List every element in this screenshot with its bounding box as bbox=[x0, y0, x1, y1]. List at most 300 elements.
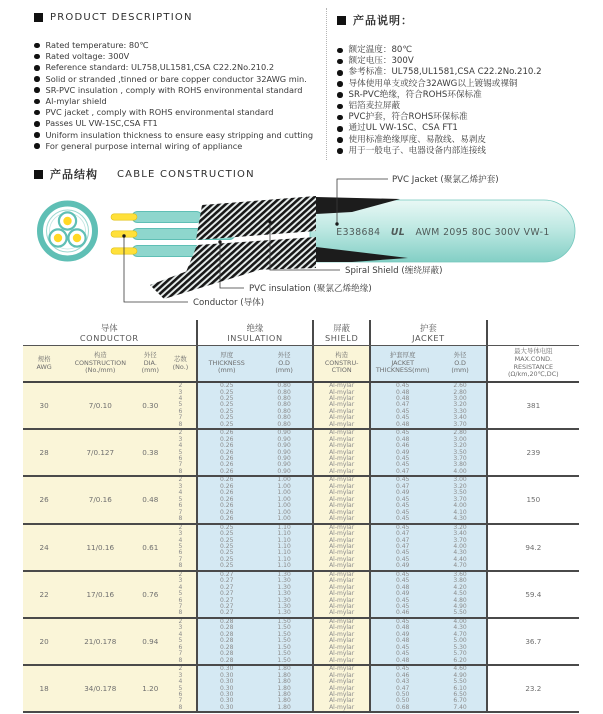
col-shield-construction-line: CONSTRU- bbox=[324, 358, 359, 367]
cell-jacket-od bbox=[434, 572, 485, 617]
cell-shield-value: Al-mylar bbox=[329, 515, 355, 523]
cell-cores-value: 8 bbox=[178, 703, 183, 711]
cell-shield-value: Al-mylar bbox=[329, 656, 355, 664]
cell-ins-thickness-value: 0.28 bbox=[220, 656, 234, 664]
cell-ins-od-value: 0.80 bbox=[277, 420, 291, 428]
cell-shield-value: Al-mylar bbox=[329, 703, 355, 711]
cell-ins-od-value: 1.10 bbox=[277, 555, 291, 563]
cell-cores-value: 4 bbox=[178, 536, 183, 544]
spec-cell bbox=[314, 477, 371, 522]
cell-jacket-od-value: 7.40 bbox=[453, 703, 467, 711]
cell-jacket-od-value: 5.50 bbox=[453, 678, 467, 686]
product-notes-item bbox=[337, 135, 595, 146]
cell-ins-od bbox=[256, 477, 312, 522]
spec-cell bbox=[488, 619, 579, 664]
cell-jacket-od-value: 5.70 bbox=[453, 650, 467, 658]
cell-ins-od-value: 1.30 bbox=[277, 583, 291, 591]
cell-awg: 26 bbox=[39, 495, 49, 505]
cell-shield bbox=[314, 477, 369, 522]
cell-jacket-od-value: 3.20 bbox=[453, 482, 467, 490]
cell-ins-od bbox=[256, 619, 312, 664]
cell-cores bbox=[165, 666, 195, 711]
cell-ins-od-value: 0.90 bbox=[277, 442, 291, 450]
col-max-resistance-line: RESISTANCE bbox=[513, 362, 554, 371]
cell-shield-value: Al-mylar bbox=[329, 383, 355, 390]
cell-jacket-od-value: 3.00 bbox=[453, 435, 467, 443]
cell-jacket-od-value: 4.30 bbox=[453, 515, 467, 523]
product-notes-item-text: 铝箔麦拉屏蔽 bbox=[348, 101, 401, 112]
spec-cell bbox=[434, 619, 487, 664]
cell-cores-value: 6 bbox=[178, 596, 183, 604]
cell-jacket-thickness-value: 0.48 bbox=[396, 394, 410, 402]
cell-ins-thickness-value: 0.25 bbox=[220, 530, 234, 538]
spec-cell bbox=[488, 525, 579, 570]
cell-ins-thickness-value: 0.27 bbox=[220, 596, 234, 604]
label-spiral-shield: Spiral Shield (缠绕屏蔽) bbox=[345, 266, 443, 276]
cell-jacket-thickness-value: 0.45 bbox=[396, 407, 410, 415]
cell-construction: 11/0.16 bbox=[86, 542, 115, 552]
cell-ins-od bbox=[256, 525, 312, 570]
group-header-shield-cn: 屏蔽 bbox=[333, 322, 351, 333]
cell-dia: 0.48 bbox=[142, 495, 159, 505]
cell-jacket-od-value: 4.30 bbox=[453, 624, 467, 632]
cell-jacket-thickness-value: 0.50 bbox=[396, 690, 410, 698]
cell-jacket-od-value: 3.80 bbox=[453, 461, 467, 469]
cell-cores-value: 5 bbox=[178, 637, 183, 645]
product-description-item bbox=[34, 107, 320, 118]
cell-cores-value: 3 bbox=[178, 435, 183, 443]
cell-ins-od-value: 0.80 bbox=[277, 388, 291, 396]
cell-cores-value: 7 bbox=[178, 697, 183, 705]
cell-ins-od-value: 1.80 bbox=[277, 690, 291, 698]
cell-ins-thickness-value: 0.26 bbox=[220, 467, 234, 475]
cell-ins-od-value: 0.90 bbox=[277, 448, 291, 456]
cell-jacket-od-value: 5.30 bbox=[453, 643, 467, 651]
cell-cores-value: 8 bbox=[178, 562, 183, 570]
cell-jacket-thickness-value: 0.49 bbox=[396, 590, 410, 598]
col-jacket-od bbox=[434, 346, 487, 381]
group-header-jacket-cn: 护套 bbox=[420, 322, 437, 333]
cell-ins-thickness-value: 0.26 bbox=[220, 442, 234, 450]
spec-cell bbox=[434, 477, 487, 522]
cell-jacket-thickness bbox=[371, 477, 434, 522]
cell-jacket-thickness-value: 0.47 bbox=[396, 530, 410, 538]
cell-ins-od-value: 0.90 bbox=[277, 430, 291, 437]
cell-jacket-od-value: 3.00 bbox=[453, 394, 467, 402]
product-description-item bbox=[34, 51, 320, 62]
bullet-icon bbox=[337, 92, 343, 98]
spec-cell bbox=[256, 383, 314, 428]
cell-jacket-od bbox=[434, 666, 485, 711]
bullet-icon bbox=[337, 104, 343, 110]
cell-shield-value: Al-mylar bbox=[329, 482, 355, 490]
product-notes-title-text: 产品说明： bbox=[353, 14, 413, 27]
cell-shield-value: Al-mylar bbox=[329, 618, 355, 625]
cell-cores-value: 4 bbox=[178, 442, 183, 450]
group-header-jacket bbox=[371, 320, 488, 345]
cell-ins-od-value: 0.80 bbox=[277, 414, 291, 422]
product-notes-item-text: PVC护套，符合ROHS环保标准 bbox=[348, 112, 468, 123]
cell-shield-value: Al-mylar bbox=[329, 690, 355, 698]
cell-ins-thickness-value: 0.28 bbox=[220, 630, 234, 638]
product-notes-item-text: 参考标准：UL758,UL1581,CSA C22.2No.210.2 bbox=[348, 67, 542, 78]
cell-ins-thickness-value: 0.26 bbox=[220, 502, 234, 510]
cell-shield bbox=[314, 525, 369, 570]
spec-cell bbox=[198, 666, 256, 711]
col-max-resistance-line: 最大导体电阻 bbox=[514, 347, 553, 356]
cell-shield-value: Al-mylar bbox=[329, 671, 355, 679]
cell-ins-thickness-value: 0.28 bbox=[220, 624, 234, 632]
cell-cores bbox=[165, 477, 195, 522]
cell-ins-thickness-value: 0.25 bbox=[220, 394, 234, 402]
cell-jacket-thickness-value: 0.45 bbox=[396, 549, 410, 557]
cell-cores-value: 6 bbox=[178, 407, 183, 415]
spec-cell bbox=[256, 430, 314, 475]
cell-resistance: 150 bbox=[526, 495, 541, 505]
cell-ins-thickness-value: 0.25 bbox=[220, 414, 234, 422]
cell-cores-value: 8 bbox=[178, 656, 183, 664]
spec-cell bbox=[314, 619, 371, 664]
cell-ins-thickness-value: 0.26 bbox=[220, 461, 234, 469]
cell-dia: 0.94 bbox=[142, 637, 159, 647]
cell-ins-od-value: 1.30 bbox=[277, 609, 291, 617]
spec-cell bbox=[135, 525, 165, 570]
cell-cores-value: 8 bbox=[178, 515, 183, 523]
col-shield-construction bbox=[314, 346, 371, 381]
spec-cell bbox=[23, 383, 65, 428]
cell-cores-value: 3 bbox=[178, 624, 183, 632]
cell-ins-od-value: 1.00 bbox=[277, 495, 291, 503]
cell-jacket-od-value: 4.60 bbox=[453, 666, 467, 673]
cell-ins-thickness-value: 0.25 bbox=[220, 401, 234, 409]
spec-cell bbox=[371, 619, 434, 664]
product-notes-item-text: 额定温度：80℃ bbox=[348, 45, 413, 55]
product-notes-item bbox=[337, 56, 595, 67]
product-notes-item-text: SR-PVC绝缘，符合ROHS环保标准 bbox=[348, 89, 482, 100]
cell-shield-value: Al-mylar bbox=[329, 508, 355, 516]
cell-ins-thickness-value: 0.27 bbox=[220, 583, 234, 591]
cell-jacket-od-value: 4.30 bbox=[453, 549, 467, 557]
cell-cores-value: 2 bbox=[178, 430, 183, 437]
cell-shield-value: Al-mylar bbox=[329, 637, 355, 645]
cell-shield-value: Al-mylar bbox=[329, 643, 355, 651]
cell-ins-od-value: 1.50 bbox=[277, 630, 291, 638]
spec-cell bbox=[165, 572, 197, 617]
cell-jacket-od-value: 6.10 bbox=[453, 684, 467, 692]
product-notes-list bbox=[337, 45, 595, 157]
product-description-item bbox=[34, 118, 320, 129]
spec-cell bbox=[256, 525, 314, 570]
cell-dia: 0.61 bbox=[142, 542, 159, 552]
cell-resistance: 36.7 bbox=[525, 637, 542, 647]
cell-shield-value: Al-mylar bbox=[329, 684, 355, 692]
product-description-list bbox=[34, 40, 320, 152]
cell-ins-thickness-value: 0.26 bbox=[220, 430, 234, 437]
col-ins-thickness-line: THICKNESS bbox=[208, 358, 245, 367]
cell-jacket-thickness-value: 0.45 bbox=[396, 477, 410, 484]
cell-ins-thickness-value: 0.27 bbox=[220, 609, 234, 617]
cell-cores-value: 6 bbox=[178, 643, 183, 651]
spec-cell bbox=[434, 525, 487, 570]
cell-jacket-thickness-value: 0.47 bbox=[396, 684, 410, 692]
group-header-shield-en: SHIELD bbox=[324, 332, 359, 343]
bullet-icon bbox=[34, 65, 40, 71]
cell-jacket-od-value: 3.70 bbox=[453, 455, 467, 462]
cell-cores-value: 6 bbox=[178, 502, 183, 510]
cell-dia: 0.30 bbox=[142, 401, 159, 411]
cell-jacket-thickness bbox=[371, 619, 434, 664]
col-max-resistance bbox=[488, 346, 579, 381]
cell-ins-thickness bbox=[198, 572, 256, 617]
table-column-header-row bbox=[23, 346, 579, 383]
cell-cores-value: 2 bbox=[178, 477, 183, 484]
cell-ins-od-value: 1.30 bbox=[277, 596, 291, 604]
product-description-item-text: Reference standard: UL758,UL1581,CSA C22.2No.210.2 bbox=[45, 62, 275, 73]
spec-cell bbox=[434, 383, 487, 428]
cell-jacket-od-value: 3.20 bbox=[453, 524, 467, 531]
awg-row-26 bbox=[23, 477, 579, 524]
spec-cell bbox=[314, 383, 371, 428]
cell-ins-thickness bbox=[198, 430, 256, 475]
cell-jacket-od-value: 6.50 bbox=[453, 690, 467, 698]
col-ins-od-line: O.D bbox=[278, 358, 290, 367]
col-shield-construction-line: 构造 bbox=[335, 351, 349, 360]
cell-shield-value: Al-mylar bbox=[329, 630, 355, 638]
product-notes-item bbox=[337, 146, 595, 157]
cell-cores-value: 7 bbox=[178, 461, 183, 469]
cell-construction: 7/0.10 bbox=[88, 401, 112, 411]
col-jacket-od-line: (mm) bbox=[451, 366, 469, 375]
spec-cell bbox=[165, 619, 197, 664]
product-description-item bbox=[34, 130, 320, 141]
cell-shield-value: Al-mylar bbox=[329, 420, 355, 428]
cell-ins-od-value: 1.00 bbox=[277, 502, 291, 510]
cell-awg: 30 bbox=[39, 401, 49, 411]
cell-ins-thickness-value: 0.26 bbox=[220, 482, 234, 490]
cell-ins-thickness-value: 0.30 bbox=[220, 671, 234, 679]
cell-cores-value: 5 bbox=[178, 684, 183, 692]
col-construction-line: 构造 bbox=[93, 351, 107, 360]
spec-cell bbox=[135, 666, 165, 711]
bullet-icon bbox=[337, 81, 343, 87]
cell-cores-value: 2 bbox=[178, 383, 183, 390]
col-max-resistance-line: (Ω/km,20℃,DC) bbox=[507, 370, 559, 379]
group-header-insulation-cn: 绝缘 bbox=[246, 322, 264, 333]
cell-cores-value: 7 bbox=[178, 650, 183, 658]
cell-ins-od-value: 1.50 bbox=[277, 650, 291, 658]
product-notes-item-text: 用于一般电子、电器设备内部连接线 bbox=[348, 145, 487, 156]
cell-ins-od-value: 1.00 bbox=[277, 482, 291, 490]
spec-cell bbox=[135, 619, 165, 664]
cell-dia: 0.38 bbox=[142, 448, 159, 458]
cell-jacket-thickness-value: 0.45 bbox=[396, 643, 410, 651]
cell-ins-thickness-value: 0.30 bbox=[220, 690, 234, 698]
cell-jacket-od-value: 2.60 bbox=[453, 383, 467, 390]
cell-jacket-thickness bbox=[371, 525, 434, 570]
product-description-item-text: Uniform insulation thickness to ensure easy stripping and cutting bbox=[45, 129, 314, 140]
spec-cell bbox=[65, 619, 135, 664]
cell-jacket-thickness-value: 0.48 bbox=[396, 420, 410, 428]
cell-shield-value: Al-mylar bbox=[329, 542, 355, 550]
cell-jacket-od-value: 3.20 bbox=[453, 401, 467, 409]
cell-jacket-thickness-value: 0.45 bbox=[396, 577, 410, 585]
spec-cell bbox=[165, 666, 197, 711]
cell-shield-value: Al-mylar bbox=[329, 461, 355, 469]
cell-ins-od-value: 0.80 bbox=[277, 383, 291, 390]
cell-cores-value: 6 bbox=[178, 690, 183, 698]
cell-jacket-od-value: 4.90 bbox=[453, 671, 467, 679]
cell-ins-od-value: 0.80 bbox=[277, 394, 291, 402]
cell-awg: 24 bbox=[39, 542, 49, 552]
spec-cell bbox=[135, 383, 165, 428]
cell-ins-thickness-value: 0.25 bbox=[220, 562, 234, 570]
col-jacket-od-line: 外径 bbox=[453, 351, 467, 360]
product-description-title bbox=[34, 12, 320, 23]
cell-ins-od-value: 1.80 bbox=[277, 697, 291, 705]
bullet-icon bbox=[337, 148, 343, 154]
col-construction-line: CONSTRUCTION bbox=[74, 358, 126, 367]
spec-cell bbox=[371, 383, 434, 428]
product-notes-title bbox=[337, 12, 595, 28]
product-description-item bbox=[34, 141, 320, 152]
cell-jacket-od-value: 3.40 bbox=[453, 414, 467, 422]
cell-awg: 28 bbox=[39, 448, 49, 458]
cell-cores-value: 3 bbox=[178, 530, 183, 538]
spec-cell bbox=[256, 477, 314, 522]
cell-cores-value: 8 bbox=[178, 467, 183, 475]
cell-cores-value: 5 bbox=[178, 448, 183, 456]
product-description-item bbox=[34, 40, 320, 51]
col-dia bbox=[135, 346, 165, 381]
cell-jacket-thickness-value: 0.45 bbox=[396, 524, 410, 531]
spec-cell bbox=[371, 525, 434, 570]
cell-jacket-thickness bbox=[371, 666, 434, 711]
cell-cores bbox=[165, 525, 195, 570]
cell-jacket-od-value: 3.70 bbox=[453, 536, 467, 544]
cell-shield-value: Al-mylar bbox=[329, 394, 355, 402]
bullet-icon bbox=[337, 137, 343, 143]
group-header-shield bbox=[314, 320, 371, 345]
cell-cores-value: 4 bbox=[178, 630, 183, 638]
cell-ins-od-value: 1.30 bbox=[277, 577, 291, 585]
bullet-icon bbox=[34, 87, 40, 93]
cell-jacket-thickness-value: 0.46 bbox=[396, 442, 410, 450]
spec-cell bbox=[65, 383, 135, 428]
col-jacket-thickness-line: THICKNESS(mm) bbox=[375, 366, 430, 375]
product-description-item-text: Passes UL VW-1SC,CSA FT1 bbox=[45, 118, 158, 129]
cell-ins-thickness-value: 0.25 bbox=[220, 524, 234, 531]
cell-jacket-od-value: 4.20 bbox=[453, 583, 467, 591]
cell-cores-value: 5 bbox=[178, 495, 183, 503]
col-ins-thickness-line: (mm) bbox=[218, 366, 236, 375]
cell-jacket-od-value: 2.80 bbox=[453, 430, 467, 437]
spec-cell bbox=[198, 525, 256, 570]
cell-jacket-thickness-value: 0.45 bbox=[396, 618, 410, 625]
spec-cell bbox=[135, 477, 165, 522]
col-ins-od-line: (mm) bbox=[275, 366, 293, 375]
cell-jacket-od bbox=[434, 525, 485, 570]
bullet-icon bbox=[34, 76, 40, 82]
cell-cores-value: 5 bbox=[178, 542, 183, 550]
col-construction bbox=[65, 346, 135, 381]
cell-shield-value: Al-mylar bbox=[329, 624, 355, 632]
spec-cell bbox=[198, 572, 256, 617]
cell-jacket-thickness-value: 0.45 bbox=[396, 603, 410, 610]
cell-jacket-od bbox=[434, 619, 485, 664]
spec-cell bbox=[198, 383, 256, 428]
product-notes-item bbox=[337, 90, 595, 101]
col-ins-thickness bbox=[198, 346, 256, 381]
cell-construction: 34/0.178 bbox=[84, 684, 117, 694]
section-marker-icon bbox=[337, 16, 346, 25]
cell-jacket-od-value: 4.00 bbox=[453, 502, 467, 510]
cell-awg: 18 bbox=[39, 684, 49, 694]
cell-jacket-thickness-value: 0.45 bbox=[396, 414, 410, 422]
spec-cell bbox=[65, 430, 135, 475]
group-header-resistance bbox=[488, 320, 579, 345]
cell-jacket-thickness-value: 0.48 bbox=[396, 435, 410, 443]
spec-cell bbox=[65, 666, 135, 711]
col-cores bbox=[165, 346, 197, 381]
cell-cores bbox=[165, 619, 195, 664]
jacket-marking bbox=[336, 227, 549, 238]
cell-jacket-thickness bbox=[371, 572, 434, 617]
cell-jacket-thickness bbox=[371, 383, 434, 428]
cell-jacket-od-value: 4.00 bbox=[453, 542, 467, 550]
product-notes-item-text: 导体使用单支或绞合32AWG以上镀锡或裸铜 bbox=[348, 78, 518, 89]
cell-shield-value: Al-mylar bbox=[329, 414, 355, 422]
cell-ins-od-value: 1.00 bbox=[277, 508, 291, 516]
cell-construction: 17/0.16 bbox=[86, 589, 115, 599]
product-notes-item bbox=[337, 112, 595, 123]
product-description-item-text: PVC jacket , comply with ROHS environmental standard bbox=[45, 107, 274, 118]
cell-ins-thickness-value: 0.25 bbox=[220, 542, 234, 550]
spec-cell bbox=[256, 572, 314, 617]
cell-construction: 7/0.16 bbox=[88, 495, 112, 505]
ul-file-number: E338684 bbox=[336, 227, 381, 238]
cell-jacket-thickness-value: 0.46 bbox=[396, 609, 410, 617]
cell-ins-od bbox=[256, 572, 312, 617]
product-notes-item bbox=[337, 79, 595, 90]
cell-jacket-thickness-value: 0.45 bbox=[396, 650, 410, 658]
cell-dia: 1.20 bbox=[142, 684, 159, 694]
product-notes-item bbox=[337, 123, 595, 134]
cell-jacket-thickness-value: 0.49 bbox=[396, 562, 410, 570]
cell-resistance: 239 bbox=[526, 448, 541, 458]
cell-ins-od-value: 1.30 bbox=[277, 571, 291, 578]
cell-cores-value: 4 bbox=[178, 583, 183, 591]
cell-jacket-od-value: 3.50 bbox=[453, 448, 467, 456]
product-description-item bbox=[34, 96, 320, 107]
product-notes-item bbox=[337, 67, 595, 78]
cell-jacket-thickness-value: 0.45 bbox=[396, 455, 410, 462]
group-header-jacket-en: JACKET bbox=[412, 332, 445, 343]
cell-construction: 7/0.127 bbox=[86, 448, 115, 458]
cell-cores-value: 7 bbox=[178, 414, 183, 422]
spec-cell bbox=[65, 572, 135, 617]
label-pvc-insulation: PVC insulation (聚氯乙烯绝缘) bbox=[249, 284, 372, 294]
cell-jacket-thickness-value: 0.48 bbox=[396, 624, 410, 632]
cell-shield-value: Al-mylar bbox=[329, 455, 355, 462]
cell-ins-thickness bbox=[198, 666, 256, 711]
cell-jacket-thickness-value: 0.48 bbox=[396, 637, 410, 645]
cell-awg: 22 bbox=[39, 589, 49, 599]
col-jacket-od-line: O.D bbox=[454, 358, 466, 367]
bullet-icon bbox=[337, 126, 343, 132]
spec-cell bbox=[314, 666, 371, 711]
cell-ins-thickness-value: 0.28 bbox=[220, 643, 234, 651]
cell-ins-od-value: 1.80 bbox=[277, 684, 291, 692]
